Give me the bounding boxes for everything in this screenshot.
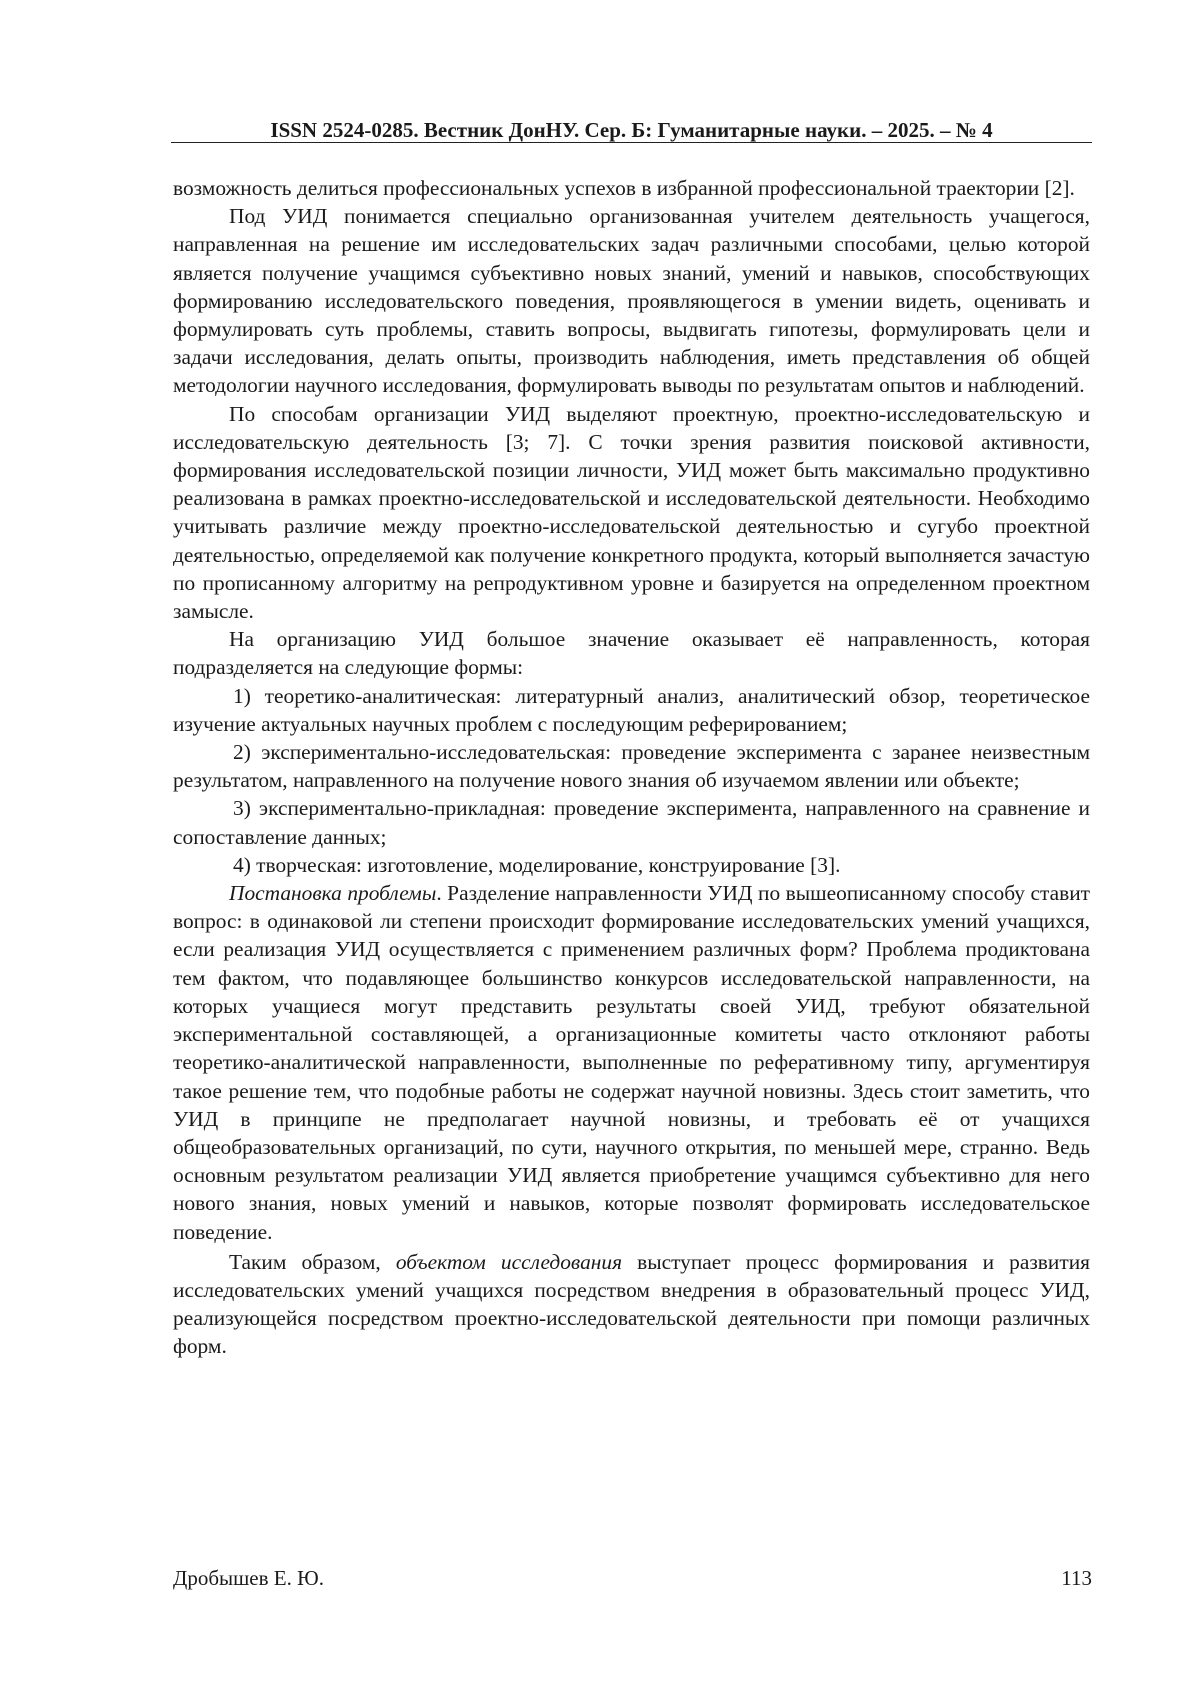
list-item-creative: 4) творческая: изготовление, моделирование, конструирование [3].: [233, 852, 841, 877]
footer-author: Дробышев Е. Ю.: [173, 1566, 324, 1590]
article-body: [173, 174, 1090, 1361]
object-term: объектом исследования: [395, 1249, 623, 1274]
paragraph-forms-intro: На организацию УИД большое значение оказывает её направленность, которая подразделяется на следующие формы:: [173, 627, 1090, 680]
problem-text: . Разделение направленности УИД по вышеописанному способу ставит вопрос: в одинаковой ли степени происходит формирование исследовательских умений учащихся, если реализация УИД осуществляется с применением различных форм? Проблема продиктована тем фактом, что подавляющее большинство конкурсов исследовательской направленности, на которых учащиеся могут представить результаты своей УИД, требуют обязательной экспериментальной составляющей, а организационные комитеты часто отклоняют работы теоретико-аналитической направленности, выполненные по реферативному типу, аргументируя такое решение тем, что подобные работы не содержат научной новизны. Здесь стоит заметить, что УИД в принципе не предполагает научной новизны, и требовать её от учащихся общеобразовательных организаций, по сути, научного открытия, по меньшей мере, странно. Ведь основным результатом реализации УИД является приобретение учащимся субъективно для него нового знания, новых умений и навыков, которые позволят формировать исследовательское поведение.: [173, 881, 1090, 1244]
object-text: выступает процесс формирования и развития исследовательских умений учащихся посредством внедрения в образовательный процесс УИД, реализующейся посредством проектно-исследовательской деятельности при помощи различных форм.: [173, 1249, 1090, 1359]
list-item-experimental-research: 2) экспериментально-исследовательская: проведение эксперимента с заранее неизвестным результатом, направленного на получение нового знания об изучаемом явлении или объекте;: [173, 740, 1090, 793]
paragraph-research-object: [173, 1248, 1090, 1361]
list-item-theoretical: 1) теоретико-аналитическая: литературный анализ, аналитический обзор, теоретическое изучение актуальных научных проблем с последующим реферированием;: [173, 683, 1090, 736]
page-number: 113: [1061, 1566, 1092, 1590]
running-header: ISSN 2524-0285. Вестник ДонНУ. Сер. Б: Гуманитарные науки. – 2025. – № 4: [270, 118, 993, 142]
paragraph-uid-types: По способам организации УИД выделяют проектную, проектно-исследовательскую и исследовательскую деятельность [3; 7]. С точки зрения развития поисковой активности, формирования исследовательской позиции личности, УИД может быть максимально продуктивно реализована в рамках проектно-исследовательской и исследовательской деятельности. Необходимо учитывать различие между проектно-исследовательской деятельностью и сугубо проектной деятельностью, определяемой как получение конкретного продукта, который выполняется зачастую по прописанному алгоритму на репродуктивном уровне и базируется на определенном проектном замысле.: [173, 401, 1090, 624]
object-lead: Таким образом,: [229, 1249, 396, 1274]
paragraph-uid-definition: Под УИД понимается специально организованная учителем деятельность учащегося, направленная на решение им исследовательских задач различными способами, целью которой является получение учащимся субъективно новых знаний, умений и навыков, способствующих формированию исследовательского поведения, проявляющегося в умении видеть, оценивать и формулировать суть проблемы, ставить вопросы, выдвигать гипотезы, формулировать цели и задачи исследования, делать опыты, производить наблюдения, иметь представления об общей методологии научного исследования, формулировать выводы по результатам опытов и наблюдений.: [173, 204, 1090, 398]
paragraph-problem-statement: [173, 879, 1090, 1246]
problem-heading: Постановка проблемы: [229, 881, 437, 906]
header-rule: [171, 142, 1092, 143]
list-item-experimental-applied: 3) экспериментально-прикладная: проведение эксперимента, направленного на сравнение и сопоставление данных;: [173, 796, 1090, 849]
paragraph-continuation: возможность делиться профессиональных успехов в избранной профессиональной траектории [2].: [173, 176, 1075, 200]
